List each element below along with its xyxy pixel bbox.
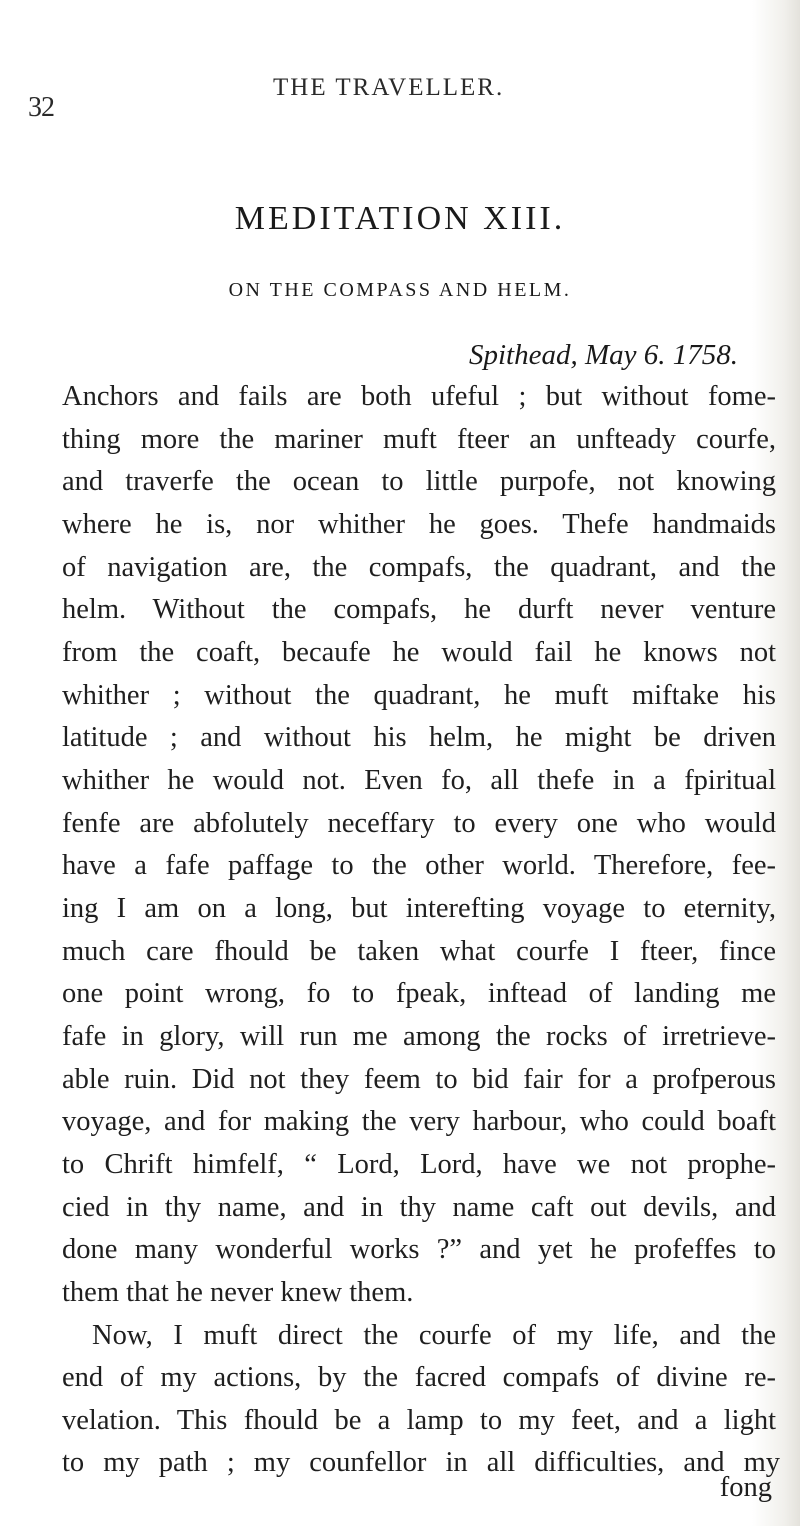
text-line: thing more the mariner muft fteer an unfteady courfe, xyxy=(62,424,776,455)
text-line: velation. This fhould be a lamp to my feet, and a light xyxy=(62,1405,776,1436)
text-line: much care fhould be taken what courfe I fteer, fince xyxy=(62,936,776,967)
text-line: fafe in glory, will run me among the rocks of irretrieve- xyxy=(62,1021,776,1052)
text-line: and traverfe the ocean to little purpofe, not knowing xyxy=(62,466,776,497)
text-line: where he is, nor whither he goes. Thefe handmaids xyxy=(62,509,776,540)
text-line: from the coaft, becaufe he would fail he knows not xyxy=(62,637,776,668)
text-line: helm. Without the compafs, he durft never venture xyxy=(62,594,776,625)
text-line: fenfe are abfolutely neceffary to every one who would xyxy=(62,808,776,839)
text-line: end of my actions, by the facred compafs of divine re- xyxy=(62,1362,776,1393)
text-line: cied in thy name, and in thy name caft out devils, and xyxy=(62,1192,776,1223)
text-line: voyage, and for making the very harbour, who could boaft xyxy=(62,1106,776,1137)
running-head: THE TRAVELLER. xyxy=(273,74,505,101)
text-line: whither he would not. Even fo, all thefe in a fpiritual xyxy=(62,765,776,796)
text-line: have a fafe paffage to the other world. Therefore, fee- xyxy=(62,850,776,881)
text-line: able ruin. Did not they feem to bid fair for a profperous xyxy=(62,1064,776,1095)
text-line: done many wonderful works ?” and yet he profeffes to xyxy=(62,1234,776,1265)
text-line: latitude ; and without his helm, he might be driven xyxy=(62,722,776,753)
text-line: them that he never knew them. xyxy=(62,1277,414,1308)
text-line: Now, I muft direct the courfe of my life, and the xyxy=(92,1320,776,1351)
text-line: one point wrong, fo to fpeak, inftead of landing me xyxy=(62,978,776,1009)
page-number: 32 xyxy=(28,92,54,123)
catchword: fong xyxy=(719,1472,772,1503)
text-line: of navigation are, the compafs, the quadrant, and the xyxy=(62,552,776,583)
text-line: Anchors and fails are both ufeful ; but without fome- xyxy=(62,381,776,412)
meditation-title: MEDITATION XIII. xyxy=(234,200,566,237)
meditation-subtitle: ON THE COMPASS AND HELM. xyxy=(228,279,572,301)
text-line: ing I am on a long, but interefting voyage to eternity, xyxy=(62,893,776,924)
dateline: Spithead, May 6. 1758. xyxy=(468,339,738,371)
text-line: to Chrift himfelf, “ Lord, Lord, have we not prophe- xyxy=(62,1149,776,1180)
text-line: whither ; without the quadrant, he muft miftake his xyxy=(62,680,776,711)
text-line: to my path ; my counfellor in all difficulties, and my xyxy=(62,1447,780,1478)
